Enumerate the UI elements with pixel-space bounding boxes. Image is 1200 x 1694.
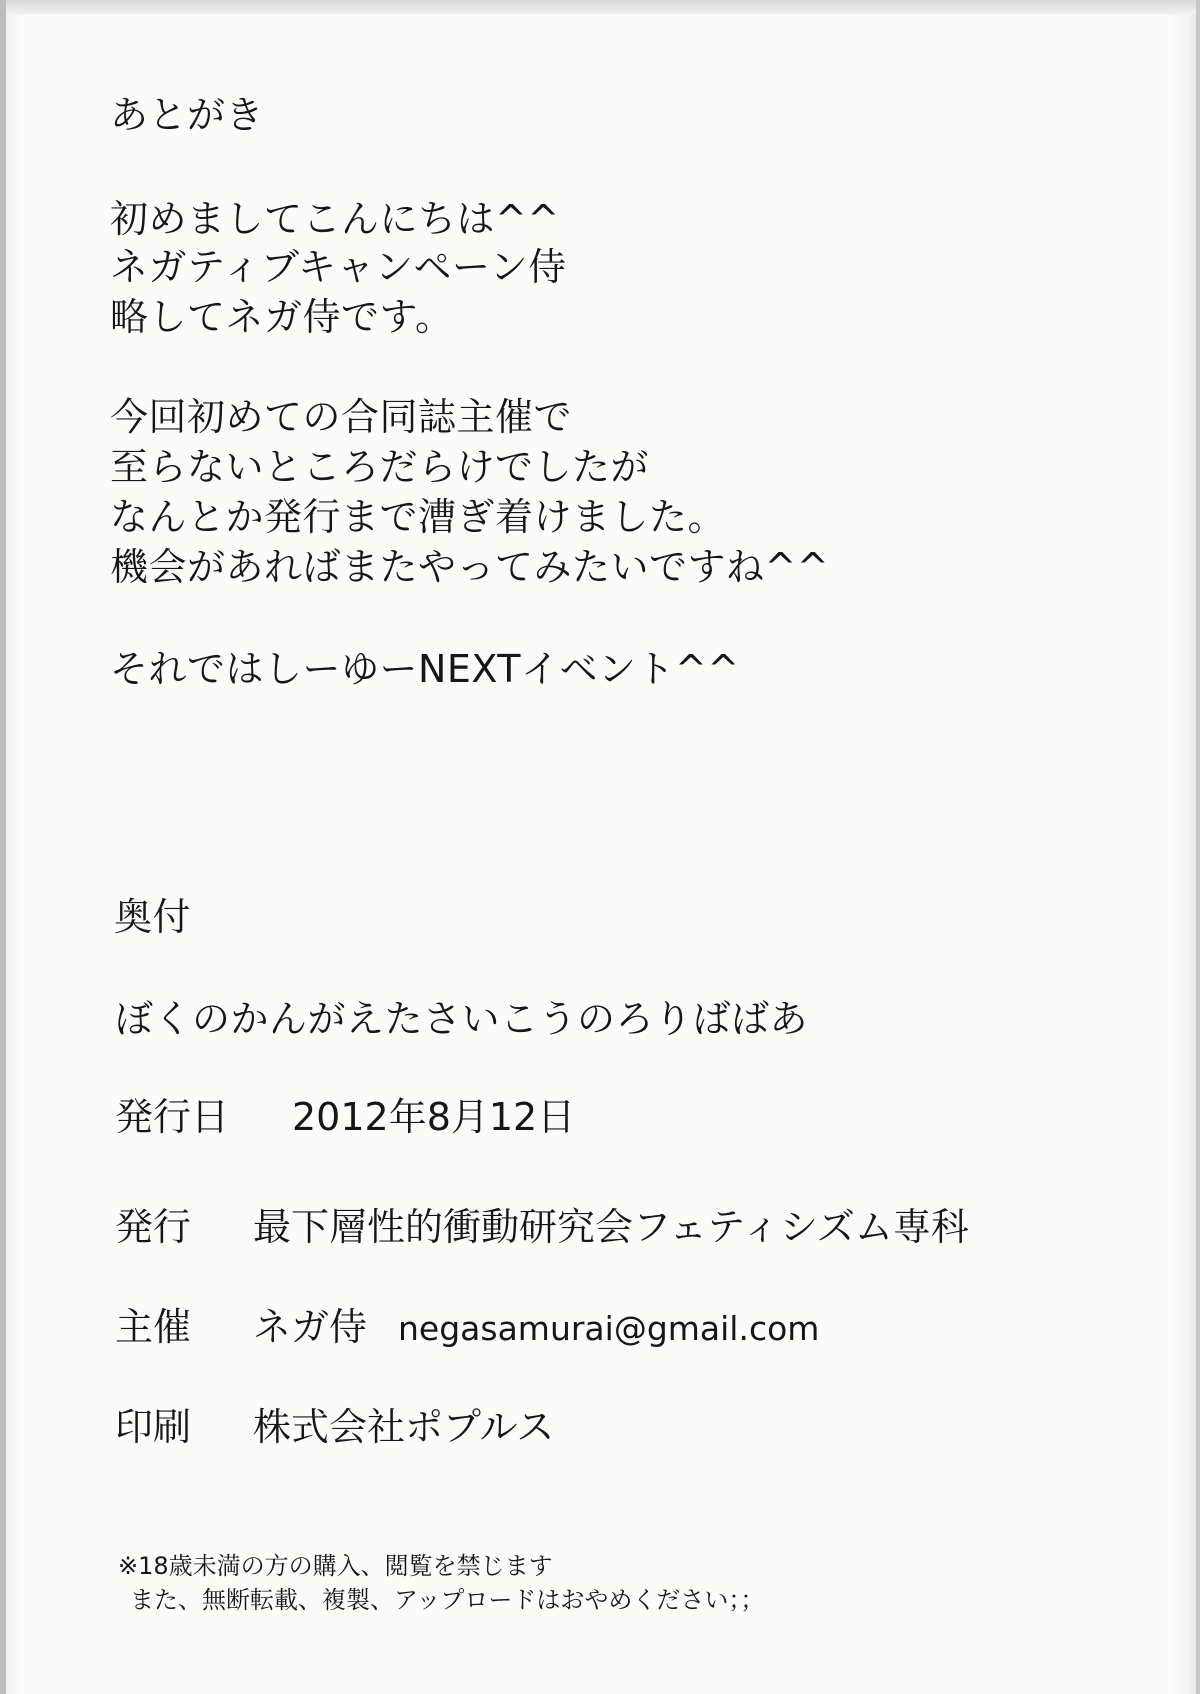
- book-title: ぼくのかんがえたさいこうのろりばばあ: [115, 997, 809, 1041]
- publisher-label: 発行: [115, 1205, 192, 1249]
- afterword-line: 至らないところだらけでしたが: [110, 445, 650, 489]
- organizer-label: 主催: [115, 1305, 192, 1349]
- afterword-line: 機会があればまたやってみたいですね^^: [110, 545, 830, 589]
- page-left-edge: [0, 0, 6, 1694]
- afterword-line: ネガティブキャンペーン侍: [110, 245, 567, 289]
- page-top-edge: [0, 0, 1200, 14]
- afterword-heading: あとがき: [110, 93, 265, 137]
- printer-label: 印刷: [115, 1405, 192, 1449]
- organizer-email: negasamurai@gmail.com: [398, 1309, 820, 1348]
- publish-date-value: 2012年8月12日: [292, 1095, 576, 1139]
- publish-date-label: 発行日: [115, 1095, 230, 1139]
- organizer-value: ネガ侍: [253, 1305, 368, 1349]
- age-restriction-notice: ※18歳未満の方の購入、閲覧を禁じます: [118, 1552, 553, 1580]
- printer-value: 株式会社ポプルス: [253, 1405, 555, 1449]
- afterword-line: 今回初めての合同誌主催で: [110, 395, 573, 439]
- afterword-line: なんとか発行まで漕ぎ着けました。: [110, 495, 727, 539]
- afterword-line: それではしーゆーNEXTイベント^^: [110, 647, 740, 691]
- page-right-edge: [1196, 0, 1200, 1694]
- publisher-value: 最下層性的衝動研究会フェティシズム専科: [253, 1205, 969, 1249]
- afterword-line: 略してネガ侍です。: [110, 295, 454, 339]
- colophon-heading: 奥付: [114, 895, 192, 939]
- afterword-line: 初めましてこんにちは^^: [110, 197, 560, 241]
- reproduction-notice: また、無断転載、複製、アップロードはおやめください；；: [130, 1586, 765, 1614]
